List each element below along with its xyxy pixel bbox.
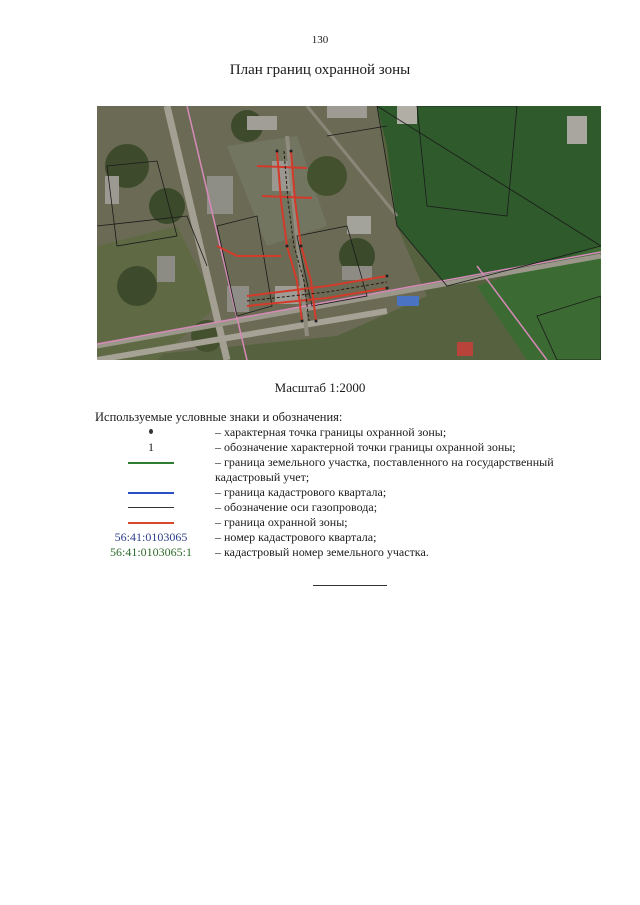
cadastral-quarter-number-sample: 56:41:0103065 bbox=[114, 530, 188, 544]
legend-symbol bbox=[95, 500, 207, 515]
legend-row bbox=[95, 530, 605, 545]
legend-text: – граница кадастрового квартала; bbox=[215, 485, 387, 499]
page-number: 130 bbox=[311, 34, 329, 46]
legend-row bbox=[95, 545, 605, 560]
legend-symbol bbox=[95, 425, 207, 440]
legend-row bbox=[95, 500, 605, 515]
blue-roof-building bbox=[397, 296, 419, 306]
legend-row bbox=[95, 425, 605, 440]
page-title: План границ охранной зоны bbox=[229, 62, 411, 78]
legend-heading: Используемые условные знаки и обозначения: bbox=[95, 410, 343, 424]
legend-text: – характерная точка границы охранной зоны; bbox=[215, 425, 447, 439]
legend-row bbox=[95, 515, 605, 530]
legend-row bbox=[95, 440, 605, 455]
map-scale: Масштаб 1:2000 bbox=[274, 380, 366, 395]
legend-symbol bbox=[95, 545, 207, 560]
cadastral-quarter-boundary-line-icon bbox=[128, 492, 174, 494]
legend-text: – обозначение оси газопровода; bbox=[215, 500, 378, 514]
legend-text: – кадастровый номер земельного участка. bbox=[215, 545, 429, 559]
legend-row bbox=[95, 455, 605, 485]
satellite-map[interactable] bbox=[97, 106, 601, 360]
legend-symbol bbox=[95, 440, 207, 455]
land-plot-boundary-line-icon bbox=[128, 462, 174, 464]
end-of-section-rule bbox=[313, 585, 387, 586]
legend-symbol bbox=[95, 455, 207, 470]
legend-row bbox=[95, 485, 605, 500]
legend-text: – номер кадастрового квартала; bbox=[215, 530, 377, 544]
legend-text: – граница охранной зоны; bbox=[215, 515, 348, 529]
cadastral-plot-number-sample: 56:41:0103065:1 bbox=[109, 545, 192, 559]
legend-text: – обозначение характерной точки границы охранной зоны; bbox=[215, 440, 516, 454]
legend-text: – граница земельного участка, поставленного на государственный кадастровый учет; bbox=[215, 455, 554, 484]
legend-symbol bbox=[95, 485, 207, 500]
characteristic-point-icon bbox=[149, 429, 153, 434]
legend-symbol bbox=[95, 530, 207, 545]
legend-symbol bbox=[95, 515, 207, 530]
protection-zone-boundary-line-icon bbox=[128, 522, 174, 524]
gas-pipeline-axis-line-icon bbox=[128, 507, 174, 508]
point-number-label: 1 bbox=[148, 440, 154, 454]
